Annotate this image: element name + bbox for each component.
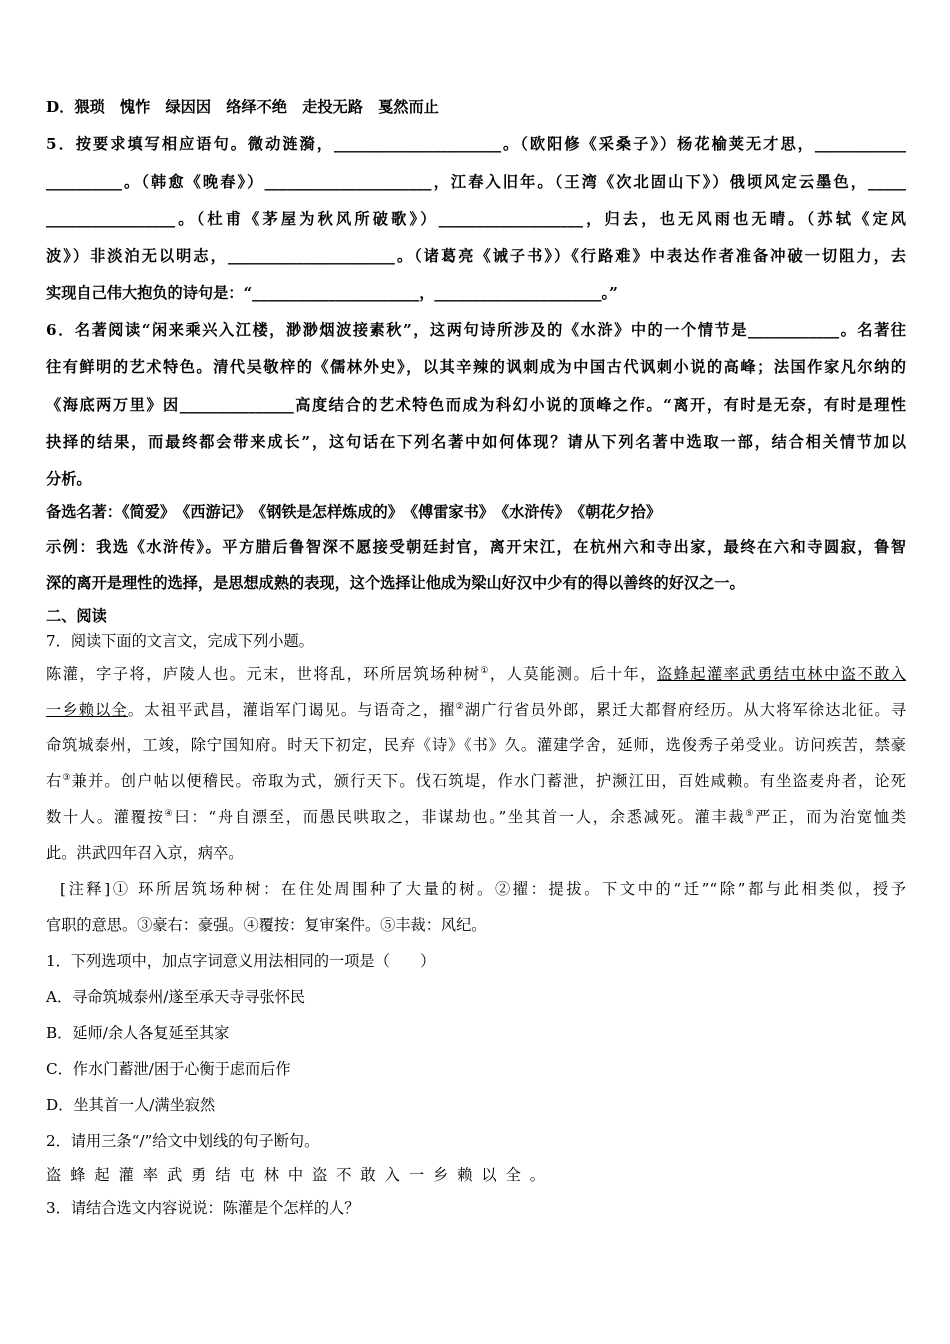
underlined-sentence: 一乡赖以全 <box>46 701 128 719</box>
q6-line-3: 《海底两万里》因_______________高度结合的艺术特色而成为科幻小说的顶峰之作。“离开，有时是无奈，有时是理性 <box>46 396 906 414</box>
q6-line-5: 分析。 <box>46 470 92 488</box>
note-marker-2: ② <box>455 702 465 712</box>
passage-line-1 <box>46 663 906 685</box>
passage-text: 湖广行省员外郎，累迁大都督府经历。从大将军徐达北征。寻 <box>464 701 907 719</box>
passage-line-2 <box>46 699 906 721</box>
passage-line-3: 命筑城泰州，工竣，除宁国知府。时天下初定，民弃《诗》《书》久。灌建学舍，延师，选俊秀子弟受业。访问疾苦，禁豪 <box>46 736 906 754</box>
q5-line-2: __________。（韩愈《晚春》）______________________，江春入旧年。（王湾《次北固山下》）俄顷风定云墨色，_____ <box>46 173 906 191</box>
underlined-sentence: 盗蜂起灌率武勇结屯林中盗不敢入 <box>656 665 907 683</box>
note-marker-3: ③ <box>62 773 72 783</box>
q5-line-1: 5．按要求填写相应语句。微动涟漪，______________________。（欧阳修《采桑子》）杨花榆荚无才思，____________ <box>46 135 906 153</box>
note-marker-5: ⑤ <box>745 809 756 819</box>
passage-text: 陈灌，字子将，庐陵人也。元末，世将乱，环所居筑场种树 <box>46 665 481 683</box>
subquestion-3: 3．请结合选文内容说说：陈灌是个怎样的人？ <box>46 1199 360 1217</box>
subquestion-2: 2．请用三条“/”给文中划线的句子断句。 <box>46 1132 320 1150</box>
section-heading-reading: 二、阅读 <box>46 607 107 625</box>
passage-text: ，人莫能测。后十年， <box>489 665 657 683</box>
passage-line-5 <box>46 806 906 828</box>
q6-book-list: 备选名著：《简爱》 《西游记》 《钢铁是怎样炼成的》 《傅雷家书》 《水浒传》 《朝花夕拾》 <box>46 503 662 521</box>
passage-text: 。太祖平武昌，灌诣军门谒见。与语奇之，擢 <box>127 701 456 719</box>
q4-option-d: D．猥琐 愧怍 绿因因 络绎不绝 走投无路 戛然而止 <box>46 98 439 116</box>
passage-text: 曰：“舟自漂至，而愚民哄取之，非谋劫也。”坐其首一人，余悉减死。灌丰裁 <box>174 808 746 826</box>
passage-line-4 <box>46 770 906 792</box>
q6-line-2: 往有鲜明的艺术特色。清代吴敬梓的《儒林外史》，以其辛辣的讽刺成为中国古代讽刺小说的高峰；法国作家凡尔纳的 <box>46 358 906 376</box>
q6-line-4: 抉择的结果，而最终都会带来成长”，这句话在下列名著中如何体现？请从下列名著中选取一部，结合相关情节加以 <box>46 433 906 451</box>
option-d: D．坐其首一人/满坐寂然 <box>46 1096 216 1114</box>
option-b: B．延师/余人各复延至其家 <box>46 1024 230 1042</box>
q5-line-3: _________________。（杜甫《茅屋为秋风所破歌》）___________________，归去，也无风雨也无晴。（苏轼《定风 <box>46 210 906 228</box>
note-marker-4: ④ <box>164 809 175 819</box>
annotation-line-2: 官职的意思。③豪右：豪强。④覆按：复审案件。⑤丰裁：风纪。 <box>46 916 487 934</box>
q6-example-line-2: 深的离开是理性的选择，是思想成熟的表现，这个选择让他成为梁山好汉中少有的得以善终的好汉之一。 <box>46 574 745 592</box>
subquestion-1: 1．下列选项中，加点字词意义用法相同的一项是（ ） <box>46 952 436 970</box>
note-marker-1: ① <box>480 666 490 676</box>
option-c: C．作水门蓄泄/困于心衡于虑而后作 <box>46 1060 291 1078</box>
q7-instruction: 7．阅读下面的文言文，完成下列小题。 <box>46 632 314 650</box>
sentence-to-punctuate: 盗蜂起灌率武勇结屯林中盗不敢入一乡赖以全。 <box>46 1166 554 1184</box>
option-a: A．寻命筑城泰州/遂至承天寺寻张怀民 <box>46 988 306 1006</box>
passage-text: 右 <box>46 772 63 790</box>
passage-text: 严正，而为治宽恤类 <box>755 808 907 826</box>
q5-line-4: 波》）非淡泊无以明志，______________________。（诸葛亮《诫子书》）《行路难》中表达作者准备冲破一切阻力，去 <box>46 247 906 265</box>
q6-line-1: 6．名著阅读“闲来乘兴入江楼，渺渺烟波接素秋”，这两句诗所涉及的《水浒》中的一个情节是____________。名著往 <box>46 321 906 339</box>
annotation-line-1: [注释]① 环所居筑场种树：在住处周围种了大量的树。②擢：提拔。下文中的“迁”“除”都与此相类似，授予 <box>60 880 906 898</box>
passage-text: 兼并。创户帖以便稽民。帝取为式，颁行天下。伐石筑堤，作水门蓄泄，护濒江田，百姓咸赖。有坐盗麦舟者，论死 <box>71 772 906 790</box>
q5-line-5: 实现自己伟大抱负的诗句是：“______________________，______________________。” <box>46 284 618 302</box>
passage-line-6: 此。洪武四年召入京，病卒。 <box>46 844 244 862</box>
q6-example-line-1: 示例：我选《水浒传》。平方腊后鲁智深不愿接受朝廷封官，离开宋江，在杭州六和寺出家，最终在六和寺圆寂，鲁智 <box>46 538 906 556</box>
passage-text: 数十人。灌覆按 <box>46 808 165 826</box>
